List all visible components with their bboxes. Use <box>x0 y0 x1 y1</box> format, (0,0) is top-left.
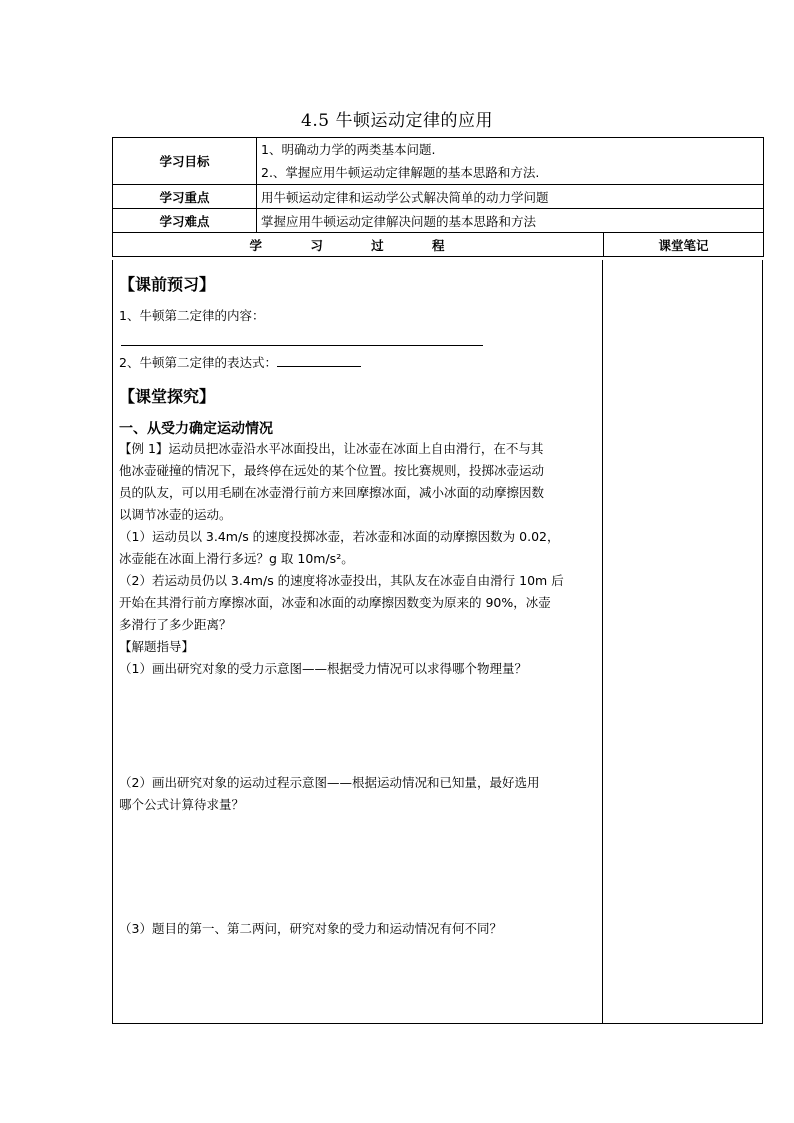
preview-question-2: 2、牛顿第二定律的表达式： <box>119 352 361 374</box>
goal-content <box>257 138 764 185</box>
answer-line-1[interactable] <box>121 345 483 346</box>
preview-heading: 【课前预习】 <box>119 275 216 294</box>
lesson-info-table <box>112 137 764 257</box>
notes-header: 课堂笔记 <box>604 233 764 257</box>
guide-2-line: （2）画出研究对象的运动过程示意图——根据运动情况和已知量，最好选用 <box>119 775 540 790</box>
process-body <box>112 260 763 1024</box>
process-header: 学 习 过 程 <box>113 233 604 257</box>
guide-heading: 【解题指导】 <box>119 639 195 654</box>
example-line: 冰壶能在冰面上滑行多远？g 取 10m/s²。 <box>119 551 354 566</box>
explore-heading: 【课堂探究】 <box>119 387 216 406</box>
focus-text: 用牛顿运动定律和运动学公式解决简单的动力学问题 <box>257 185 764 209</box>
example-line: 【例 1】运动员把冰壶沿水平冰面投出，让冰壶在冰面上自由滑行，在不与其 <box>119 441 544 456</box>
example-line: （2）若运动员仍以 3.4m/s 的速度将冰壶投出，其队友在冰壶自由滑行 10m 后 <box>119 573 564 588</box>
difficulty-text: 掌握应用牛顿运动定律解决问题的基本思路和方法 <box>257 209 764 233</box>
example-line: 开始在其滑行前方摩擦冰面，冰壶和冰面的动摩擦因数变为原来的 90%，冰壶 <box>119 595 551 610</box>
example-line: 多滑行了多少距离？ <box>119 617 232 632</box>
focus-label: 学习重点 <box>113 185 257 209</box>
guide-3: （3）题目的第一、第二两问，研究对象的受力和运动情况有何不同？ <box>119 921 502 936</box>
example-line: （1）运动员以 3.4m/s 的速度投掷冰壶，若冰壶和冰面的动摩擦因数为 0.02， <box>119 529 560 544</box>
answer-blank-2[interactable] <box>277 354 361 367</box>
example-line: 他冰壶碰撞的情况下，最终停在远处的某个位置。按比赛规则，投掷冰壶运动 <box>119 463 545 478</box>
goal-label: 学习目标 <box>113 138 257 185</box>
guide-2-block <box>119 772 603 816</box>
guide-2-line: 哪个公式计算待求量？ <box>119 797 245 812</box>
goal-item-1: 1、明确动力学的两类基本问题. <box>261 142 436 157</box>
section-1-title: 一、从受力确定运动情况 <box>119 421 273 437</box>
goal-item-2: 2.、掌握应用牛顿运动定律解题的基本思路和方法. <box>261 165 540 180</box>
preview-question-1: 1、牛顿第二定律的内容： <box>119 308 265 323</box>
example-line: 员的队友，可以用毛刷在冰壶滑行前方来回摩擦冰面，减小冰面的动摩擦因数 <box>119 485 545 500</box>
guide-1: （1）画出研究对象的受力示意图——根据受力情况可以求得哪个物理量？ <box>119 661 527 676</box>
page-title: 4.5 牛顿运动定律的应用 <box>301 111 493 131</box>
difficulty-label: 学习难点 <box>113 209 257 233</box>
example-line: 以调节冰壶的运动。 <box>119 507 232 522</box>
example-1-block <box>119 438 603 680</box>
